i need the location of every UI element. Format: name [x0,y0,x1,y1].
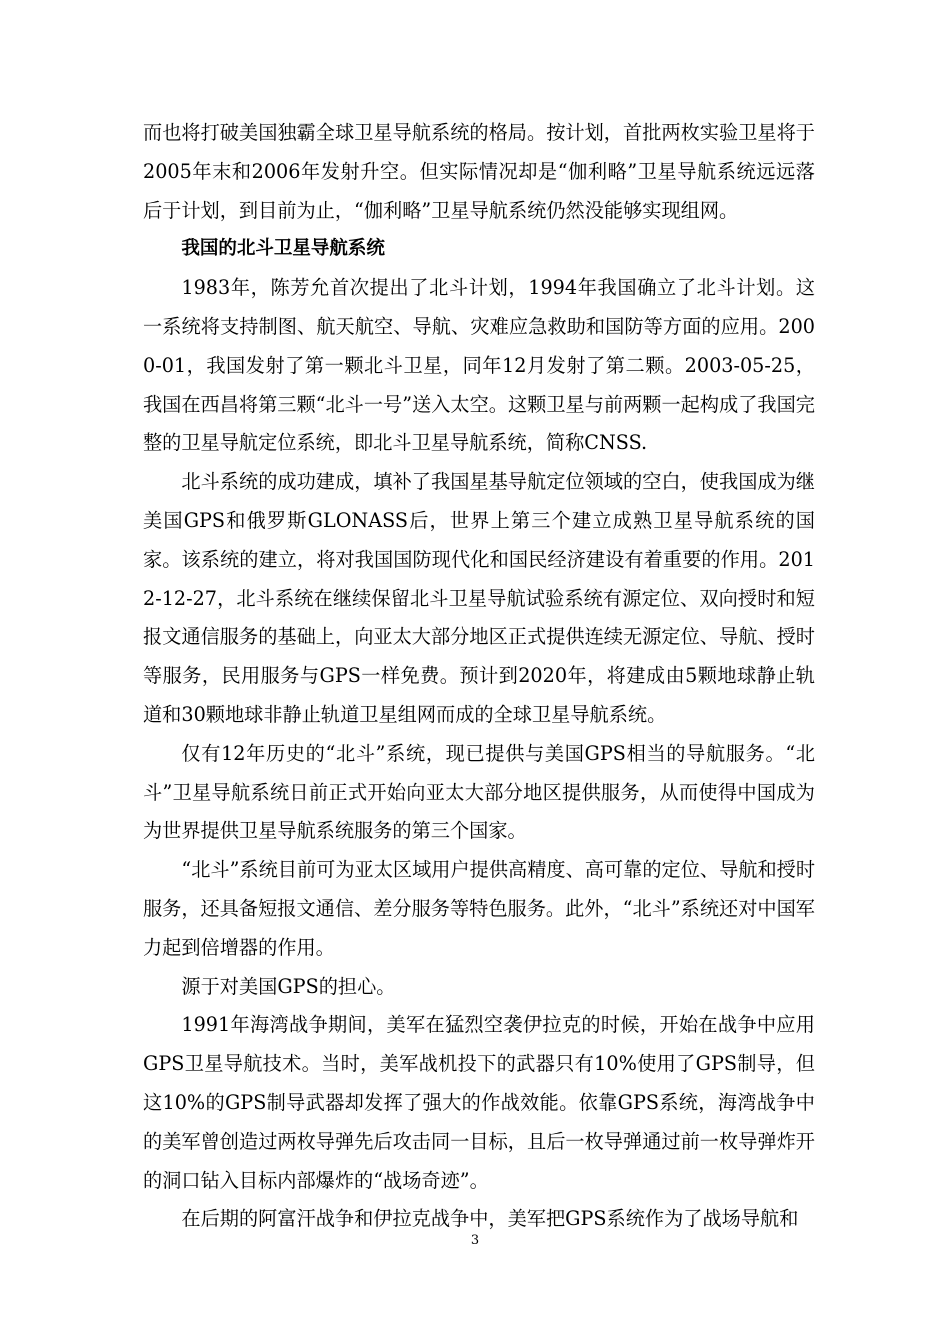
body-paragraph: 源于对美国GPS的担心。 [181,974,396,998]
body-paragraph: 1991年海湾战争期间，美军在猛烈空袭伊拉克的时候，开始在战争中应用GPS卫星导航技术。当时，美军战机投下的武器只有10%使用了GPS制导，但这10%的GPS制导武器却发挥了强大的作战效能。依靠GPS系统，海湾战争中的美军曾创造过两枚导弹先后攻击同一目标，且后一枚导弹通过前一枚导弹炸开的洞口钻入目标内部爆炸的“战场奇迹”。 [143,1013,815,1192]
body-paragraph: “北斗”系统目前可为亚太区域用户提供高精度、高可靠的定位、导航和授时服务，还具备短报文通信、差分服务等特色服务。此外，“北斗”系统还对中国军力起到倍增器的作用。 [143,858,816,959]
section-heading: 我国的北斗卫星导航系统 [181,238,385,260]
page-number: 3 [470,1233,480,1248]
body-paragraph: 1983年，陈芳允首次提出了北斗计划，1994年我国确立了北斗计划。这一系统将支持制图、航天航空、导航、灾难应急救助和国防等方面的应用。2000-01，我国发射了第一颗北斗卫星，同年12月发射了第二颗。2003-05-25，我国在西昌将第三颗“北斗一号”送入太空。这颗卫星与前两颗一起构成了我国完整的卫星导航定位系统，即北斗卫星导航系统，简称CNSS. [143,276,815,455]
body-paragraph: 仅有12年历史的“北斗”系统，现已提供与美国GPS相当的导航服务。“北斗”卫星导航系统日前正式开始向亚太大部分地区提供服务，从而使得中国成为为世界提供卫星导航系统服务的第三个国家。 [143,741,815,843]
document-body [143,114,815,1239]
body-paragraph: 在后期的阿富汗战争和伊拉克战争中，美军把GPS系统作为了战场导航和 [181,1207,799,1231]
body-paragraph: 北斗系统的成功建成，填补了我国星基导航定位领域的空白，使我国成为继美国GPS和俄罗斯GLONASS后，世界上第三个建立成熟卫星导航系统的国家。该系统的建立，将对我国国防现代化和国民经济建设有着重要的作用。2012-12-27，北斗系统在继续保留北斗卫星导航试验系统有源定位、双向授时和短报文通信服务的基础上，向亚太大部分地区正式提供连续无源定位、导航、授时等服务，民用服务与GPS一样免费。预计到2020年，将建成由5颗地球静止轨道和30颗地球非静止轨道卫星组网而成的全球卫星导航系统。 [143,470,815,726]
body-paragraph: 而也将打破美国独霸全球卫星导航系统的格局。按计划，首批两枚实验卫星将于2005年末和2006年发射升空。但实际情况却是“伽利略”卫星导航系统远远落后于计划，到目前为止，“伽利略”卫星导航系统仍然没能够实现组网。 [143,121,815,222]
